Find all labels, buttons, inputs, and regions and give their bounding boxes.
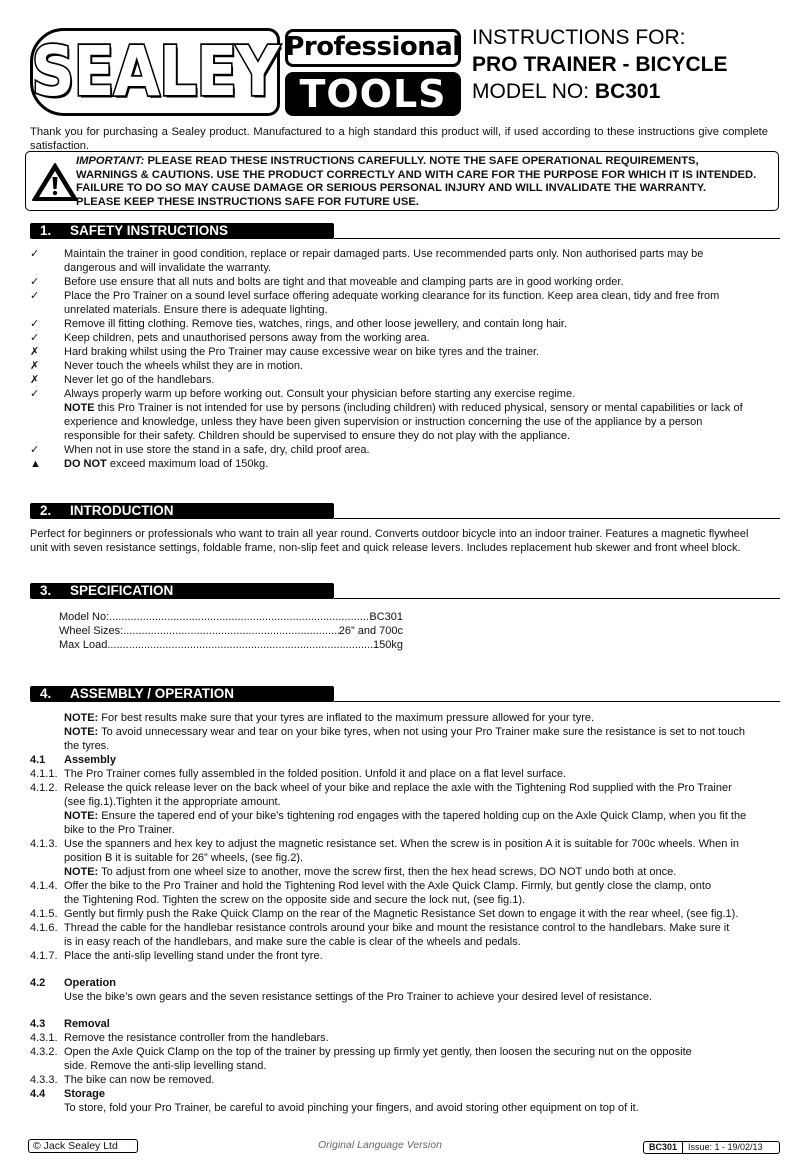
safety-line: Never let go of the handlebars. bbox=[64, 374, 215, 386]
do-not-label: DO NOT bbox=[64, 458, 107, 470]
assembly-note-2 bbox=[64, 726, 745, 740]
check-icon: ✓ bbox=[30, 290, 40, 302]
section-3-rule bbox=[334, 598, 780, 599]
section-1-title: SAFETY INSTRUCTIONS bbox=[70, 223, 229, 238]
note-label: NOTE bbox=[64, 402, 95, 414]
step-text: The bike can now be removed. bbox=[64, 1074, 215, 1086]
do-not-text: exceed maximum load of 150kg. bbox=[106, 458, 269, 470]
safety-note-line-2: experience and knowledge, unless they have been given supervision or instruction concerning the use of the appliance by a person bbox=[64, 416, 703, 428]
safety-line: Place the Pro Trainer on a sound level surface offering adequate working clearance for its function. Keep area clean, tidy and free from bbox=[64, 290, 720, 302]
step-text: Use the spanners and hex key to adjust the magnetic resistance set. When the screw is in position A it is suitable for 700c wheels. When in bbox=[64, 838, 740, 850]
check-icon: ✓ bbox=[30, 388, 40, 400]
check-icon: ✓ bbox=[30, 248, 40, 260]
warning-line-1: PLEASE READ THESE INSTRUCTIONS CAREFULLY. NOTE THE SAFE OPERATIONAL REQUIREMENTS, bbox=[144, 155, 699, 167]
section-4-header bbox=[30, 686, 334, 702]
step-number: 4.1.5. bbox=[30, 908, 58, 920]
warning-triangle-icon bbox=[31, 162, 79, 202]
note-label: NOTE: bbox=[64, 810, 99, 822]
footer-copyright bbox=[28, 1139, 138, 1153]
step-text: Release the quick release lever on the back wheel of your bike and replace the axle with the Tightening Rod supplied with the Pro Trainer bbox=[64, 782, 732, 794]
safety-line: Always properly warm up before working out. Consult your physician before starting any exercise regime. bbox=[64, 388, 576, 400]
spec-value: 150kg bbox=[373, 639, 403, 651]
step-number: 4.3.1. bbox=[30, 1032, 58, 1044]
spec-value: 26” and 700c bbox=[338, 625, 403, 637]
cross-icon: ✗ bbox=[30, 360, 40, 372]
spec-row bbox=[59, 639, 403, 653]
safety-note-line-3: responsible for their safety. Children should be supervised to ensure they do not play with the appliance. bbox=[64, 430, 571, 442]
footer-issue-box bbox=[643, 1141, 780, 1154]
spec-leader bbox=[123, 625, 339, 639]
section-3-number: 3. bbox=[40, 583, 52, 598]
step-text: Thread the cable for the handlebar resistance controls around your bike and mount the resistance control to the handlebars. Make sure it bbox=[64, 922, 730, 934]
safety-line: When not in use store the stand in a safe, dry, child proof area. bbox=[64, 444, 370, 456]
footer-language-version: Original Language Version bbox=[318, 1139, 442, 1151]
warning-line-4: PLEASE KEEP THESE INSTRUCTIONS SAFE FOR FUTURE USE. bbox=[76, 195, 419, 208]
safety-line: Hard braking whilst using the Pro Trainer may cause excessive wear on bike tyres and the trainer. bbox=[64, 346, 540, 358]
safety-line: Keep children, pets and unauthorised persons away from the working area. bbox=[64, 332, 430, 344]
step-number: 4.3.2. bbox=[30, 1046, 58, 1058]
section-1-number: 1. bbox=[40, 223, 52, 238]
step-text: Offer the bike to the Pro Trainer and hold the Tightening Rod level with the Axle Quick Clamp. Firmly, but gently close the clamp, onto bbox=[64, 880, 712, 892]
step-note bbox=[64, 866, 676, 880]
safety-line: dangerous and will invalidate the warranty. bbox=[64, 262, 272, 274]
note-label: NOTE: bbox=[64, 726, 99, 738]
step-number: 4.1.3. bbox=[30, 838, 58, 850]
subsection-number: 4.2 bbox=[30, 977, 46, 989]
safety-line: Remove ill fitting clothing. Remove ties, watches, rings, and other loose jewellery, and contain long hair. bbox=[64, 318, 568, 330]
step-text: Use the bike’s own gears and the seven resistance settings of the Pro Trainer to achieve your desired level of resistance. bbox=[64, 991, 653, 1003]
step-text: (see fig.1).Tighten it the appropriate amount. bbox=[64, 796, 281, 808]
introduction-line-1: Perfect for beginners or professionals who want to train all year round. Converts outdoor bicycle into an indoor trainer. Features a magnetic flywheel bbox=[30, 528, 749, 540]
professional-logo-text: Professional bbox=[285, 32, 461, 63]
tools-logo-text: TOOLS bbox=[299, 72, 447, 116]
step-text: side. Remove the anti-slip levelling stand. bbox=[64, 1060, 267, 1072]
step-text: To store, fold your Pro Trainer, be careful to avoid pinching your fingers, and avoid storing other equipment on top of it. bbox=[64, 1102, 639, 1114]
note-text: Ensure the tapered end of your bike’s tightening rod engages with the tapered holding cup on the Axle Quick Clamp, when you fit the bbox=[98, 810, 747, 822]
model-value: BC301 bbox=[594, 80, 661, 103]
important-warning-box bbox=[25, 151, 779, 211]
safety-line: Before use ensure that all nuts and bolts are tight and that moveable and clamping parts are in good working order. bbox=[64, 276, 624, 288]
sealey-logo-text: SEALEY bbox=[31, 31, 279, 113]
step-text: Remove the resistance controller from the handlebars. bbox=[64, 1032, 329, 1044]
cross-icon: ✗ bbox=[30, 346, 40, 358]
step-number: 4.1.7. bbox=[30, 950, 58, 962]
warning-line-3: FAILURE TO DO SO MAY CAUSE DAMAGE OR SERIOUS PERSONAL INJURY AND WILL INVALIDATE THE WARRANTY. bbox=[76, 182, 707, 195]
copyright-text: Jack Sealey Ltd bbox=[40, 1140, 118, 1152]
subsection-title: Operation bbox=[64, 977, 116, 989]
section-1-rule bbox=[334, 238, 780, 239]
spec-label: Max Load bbox=[59, 639, 108, 651]
tools-logo bbox=[285, 72, 461, 116]
check-icon: ✓ bbox=[30, 276, 40, 288]
assembly-note-2-cont: the tyres. bbox=[64, 740, 110, 752]
check-icon: ✓ bbox=[30, 318, 40, 330]
professional-logo bbox=[285, 29, 461, 67]
section-4-number: 4. bbox=[40, 686, 52, 701]
section-3-title: SPECIFICATION bbox=[70, 583, 174, 598]
section-2-number: 2. bbox=[40, 503, 52, 518]
document-title bbox=[472, 24, 728, 105]
section-1-header bbox=[30, 223, 334, 239]
step-text: The Pro Trainer comes fully assembled in the folded position. Unfold it and place on a flat level surface. bbox=[64, 768, 566, 780]
safety-note-line-1 bbox=[64, 402, 743, 416]
subsection-title: Storage bbox=[64, 1088, 105, 1100]
cross-icon: ✗ bbox=[30, 374, 40, 386]
copyright-icon: © bbox=[33, 1140, 41, 1152]
spec-leader bbox=[109, 611, 369, 625]
step-number: 4.3.3. bbox=[30, 1074, 58, 1086]
introduction-line-2: unit with seven resistance settings, foldable frame, non-slip feet and quick release levers. Includes replacement hub skewer and front wheel block. bbox=[30, 542, 741, 554]
check-icon: ✓ bbox=[30, 332, 40, 344]
note-text: To adjust from one wheel size to another, move the screw first, then the hex head screws, DO NOT undo both at once. bbox=[98, 866, 677, 878]
section-2-rule bbox=[334, 518, 780, 519]
warning-line-2: WARNINGS & CAUTIONS. USE THE PRODUCT CORRECTLY AND WITH CARE FOR THE PURPOSE FOR WHICH IT IS INTENDED. bbox=[76, 168, 757, 181]
step-note bbox=[64, 810, 746, 824]
important-label: IMPORTANT: bbox=[76, 155, 145, 167]
subsection-title: Assembly bbox=[64, 754, 116, 766]
subsection-number: 4.4 bbox=[30, 1088, 46, 1100]
note-text: For best results make sure that your tyres are inflated to the maximum pressure allowed for your tyre. bbox=[98, 712, 595, 724]
sealey-logo bbox=[30, 28, 280, 116]
section-4-title: ASSEMBLY / OPERATION bbox=[70, 686, 235, 701]
spec-label: Wheel Sizes: bbox=[59, 625, 124, 637]
safety-line: Maintain the trainer in good condition, replace or repair damaged parts. Use recommended parts only. Non authorised parts may be bbox=[64, 248, 704, 260]
step-text: position B it is suitable for 26” wheels, (see fig.2). bbox=[64, 852, 304, 864]
step-number: 4.1.1. bbox=[30, 768, 58, 780]
note-text: this Pro Trainer is not intended for use by persons (including children) with reduced physical, sensory or mental capabilities or lack of bbox=[94, 402, 743, 414]
spec-label: Model No: bbox=[59, 611, 110, 623]
section-2-title: INTRODUCTION bbox=[70, 503, 174, 518]
subsection-number: 4.1 bbox=[30, 754, 46, 766]
safety-line: Never touch the wheels whilst they are in motion. bbox=[64, 360, 304, 372]
step-text: Place the anti-slip levelling stand under the front tyre. bbox=[64, 950, 323, 962]
footer-model-code: BC301 bbox=[644, 1142, 683, 1153]
section-4-rule bbox=[334, 701, 780, 702]
step-number: 4.1.4. bbox=[30, 880, 58, 892]
title-line-1: INSTRUCTIONS FOR: bbox=[472, 26, 686, 49]
spec-row bbox=[59, 625, 403, 639]
step-number: 4.1.2. bbox=[30, 782, 58, 794]
spec-row bbox=[59, 611, 403, 625]
step-text: Open the Axle Quick Clamp on the top of the trainer by pressing up firmly yet gently, then loosen the securing nut on the opposite bbox=[64, 1046, 692, 1058]
note-label: NOTE: bbox=[64, 712, 99, 724]
spec-leader bbox=[107, 639, 373, 653]
title-product: PRO TRAINER - BICYCLE bbox=[472, 53, 728, 76]
section-2-header bbox=[30, 503, 334, 519]
step-text: the Tightening Rod. Tighten the screw on the opposite side and secure the lock nut, (see fig.1). bbox=[64, 894, 526, 906]
section-3-header bbox=[30, 583, 334, 599]
step-number: 4.1.6. bbox=[30, 922, 58, 934]
step-text: Gently but firmly push the Rake Quick Clamp on the rear of the Magnetic Resistance Set down to engage it with the rear wheel, (see fig.1). bbox=[64, 908, 739, 920]
check-icon: ✓ bbox=[30, 444, 40, 456]
safety-donot-line bbox=[64, 458, 268, 472]
title-model bbox=[472, 78, 728, 105]
step-text: is in easy reach of the handlebars, and make sure the cable is clear of the wheels and pedals. bbox=[64, 936, 521, 948]
safety-line: unrelated materials. Ensure there is adequate lighting. bbox=[64, 304, 328, 316]
subsection-number: 4.3 bbox=[30, 1018, 46, 1030]
intro-paragraph: Thank you for purchasing a Sealey product. Manufactured to a high standard this product will, if used according to these instructions give complete satisfaction. bbox=[30, 126, 768, 152]
step-text: bike to the Pro Trainer. bbox=[64, 824, 175, 836]
triangle-icon: ▲ bbox=[30, 458, 41, 470]
note-text: To avoid unnecessary wear and tear on your bike tyres, when not using your Pro Trainer make sure the resistance is set to not touch bbox=[98, 726, 745, 738]
warning-text bbox=[76, 155, 776, 209]
assembly-note-1 bbox=[64, 712, 594, 726]
note-label: NOTE: bbox=[64, 866, 99, 878]
footer-issue: Issue: 1 - 19/02/13 bbox=[688, 1142, 763, 1152]
spec-value: BC301 bbox=[369, 611, 403, 623]
subsection-title: Removal bbox=[64, 1018, 110, 1030]
model-label: MODEL NO: bbox=[472, 80, 595, 103]
